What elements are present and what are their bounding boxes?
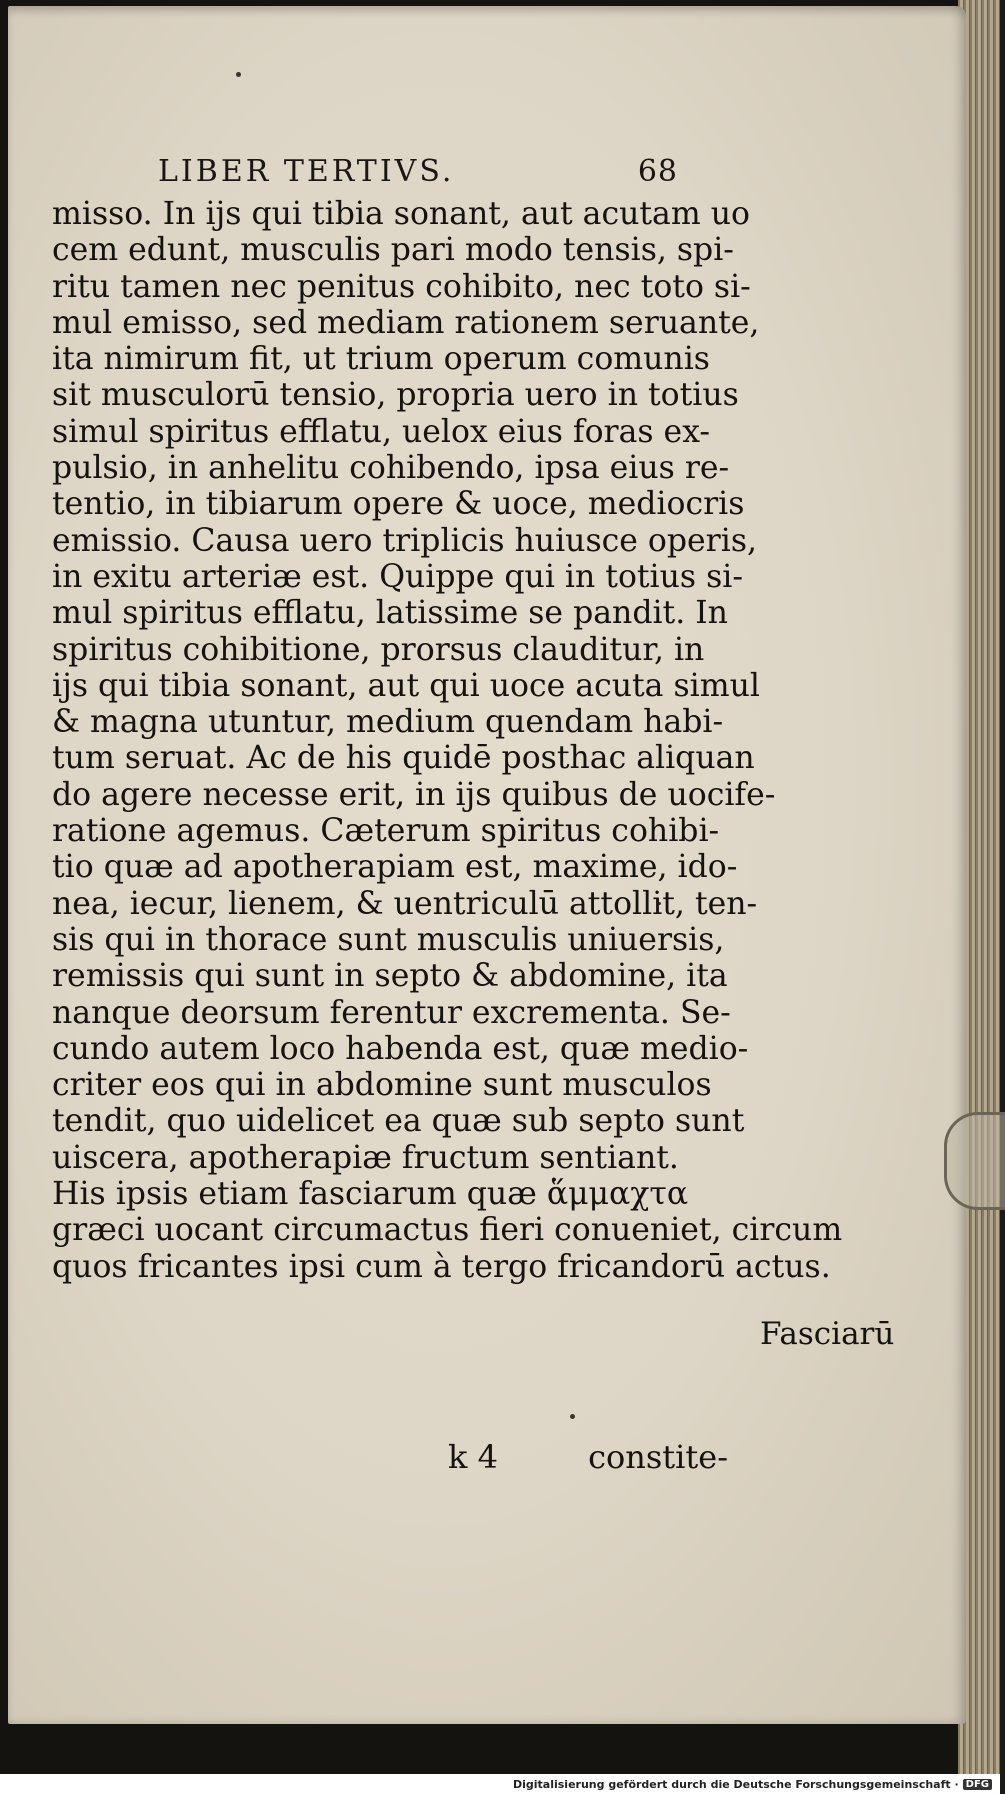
folio-number: 68 [637,154,678,189]
text-line: cundo autem loco habenda est, quæ medio- [52,1030,749,1067]
text-line: mul emisso, sed mediam rationem seruante, [52,304,760,341]
running-header [158,154,678,189]
text-line: simul spiritus efflatu, uelox eius foras ex- [52,413,711,450]
body-text [52,196,843,1285]
dfg-logo-icon: DFG [963,1779,992,1790]
text-line: pulsio, in anhelitu cohibendo, ipsa eius re- [52,450,730,487]
text-line: tio quæ ad apotherapiam est, maxime, ido- [52,849,738,886]
text-line: ita nimirum fit, ut trium operum comunis [52,341,710,378]
text-line: in exitu arteriæ est. Quippe qui in totius si- [52,558,743,595]
book-page [8,6,966,1724]
text-line: ijs qui tibia sonant, aut qui uoce acuta simul [52,667,760,704]
text-line: tendit, quo uidelicet ea quæ sub septo sunt [52,1103,745,1140]
text-line: tum seruat. Ac de his quidē posthac aliquan [52,740,755,777]
text-line: sit musculorū tensio, propria uero in totius [52,377,739,414]
text-line: sis qui in thorace sunt musculis uniuersis, [52,921,725,958]
page-holder-clip [944,1112,1005,1210]
signature-mark: k 4 [448,1438,498,1476]
marginal-note: Fasciarū [760,1316,895,1352]
text-line: cem edunt, musculis pari modo tensis, spi- [52,232,734,269]
text-line: ritu tamen nec penitus cohibito, nec toto si- [52,268,751,305]
text-line: & magna utuntur, medium quendam habi- [52,704,724,741]
text-line: remissis qui sunt in septo & abdomine, ita [52,958,728,995]
text-line: mul spiritus efflatu, latissime se pandit. In [52,595,728,632]
text-line: criter eos qui in abdomine sunt musculos [52,1067,712,1104]
text-line: nanque deorsum ferentur excrementa. Se- [52,994,731,1031]
text-line: misso. In ijs qui tibia sonant, aut acutam uo [52,196,750,232]
text-line: quos fricantes ipsi cum à tergo fricandorū actus. [52,1248,831,1285]
text-line: græci uocant circumactus fieri conueniet, circum [52,1212,843,1249]
signature-line [448,1438,728,1476]
text-line: uiscera, apotherapiæ fructum sentiant. [52,1139,679,1176]
footer-credit: Digitalisierung gefördert durch die Deutsche Forschungsgemeinschaft · [512,1777,959,1791]
text-line: ratione agemus. Cæterum spiritus cohibi- [52,813,720,850]
text-line: spiritus cohibitione, prorsus clauditur, in [52,631,705,668]
text-line: emissio. Causa uero triplicis huiusce operis, [52,522,757,559]
text-line: His ipsis etiam fasciarum quæ ἅμμαχτα [52,1176,689,1213]
catchword: constite- [588,1438,728,1476]
text-line: nea, iecur, lienem, & uentriculū attollit, ten- [52,885,758,922]
digitization-footer [0,1774,1000,1794]
text-line: do agere necesse erit, in ijs quibus de uocife- [52,776,776,813]
running-head-title: LIBER TERTIVS. [158,154,455,189]
text-line: tentio, in tibiarum opere & uoce, mediocris [52,486,745,523]
